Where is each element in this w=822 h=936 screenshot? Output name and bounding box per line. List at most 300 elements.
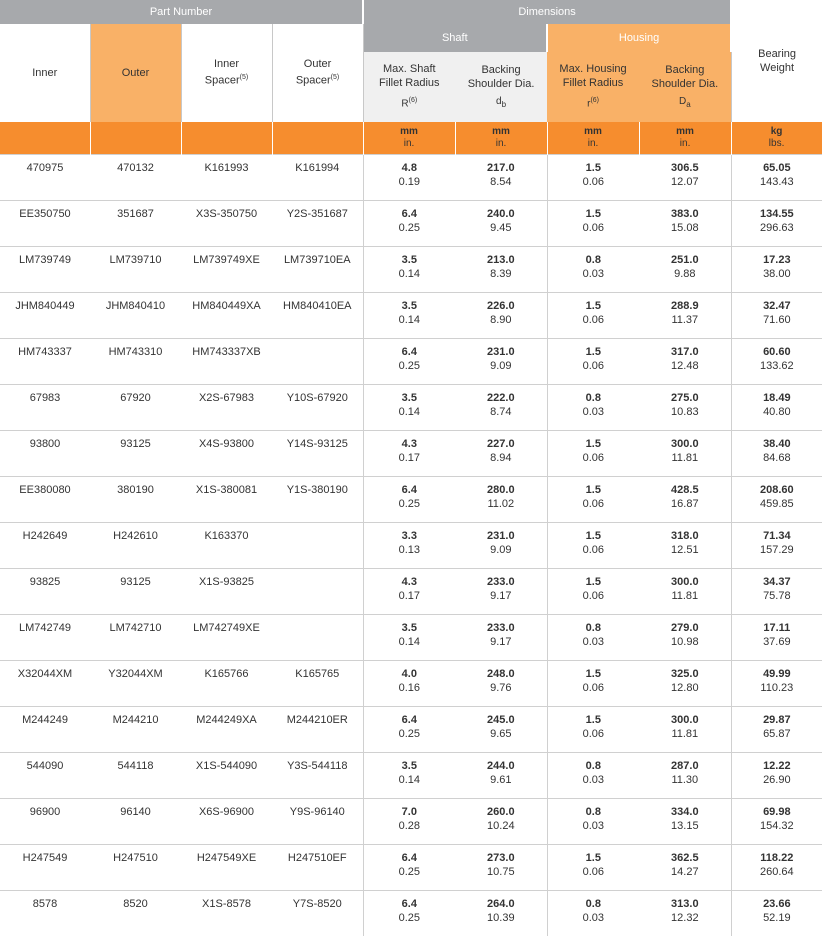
weight-cell: [731, 385, 822, 431]
table-row: [0, 845, 822, 891]
metric-value: 1.5: [548, 851, 640, 865]
metric-value: 248.0: [455, 667, 547, 681]
imperial-value: 12.32: [639, 911, 731, 925]
max-housing-fillet-header: Max. Housing Fillet Radius $r^{(6)}$: [547, 52, 639, 122]
inner-spacer-cell: X2S-67983: [181, 385, 272, 431]
inner-cell: EE380080: [0, 477, 90, 523]
table-row: [0, 477, 822, 523]
housing-backing-cell: [639, 155, 731, 201]
housing-fillet-cell: [547, 753, 639, 799]
weight-cell: [731, 339, 822, 385]
imperial-value: 15.08: [639, 221, 731, 235]
shaft-backing-cell: [455, 845, 547, 891]
metric-value: 4.3: [364, 437, 456, 451]
imperial-value: 0.25: [364, 359, 456, 373]
metric-value: 4.0: [364, 667, 456, 681]
shaft-fillet-cell: [363, 247, 455, 293]
metric-value: 65.05: [732, 161, 822, 175]
housing-fillet-cell: [547, 799, 639, 845]
housing-backing-cell: [639, 799, 731, 845]
housing-backing-cell: [639, 707, 731, 753]
shaft-backing-cell: [455, 891, 547, 936]
inner-cell: 544090: [0, 753, 90, 799]
metric-value: 244.0: [455, 759, 547, 773]
inner-spacer-header: Inner Spacer$^{(5)}$: [181, 24, 272, 122]
imperial-value: 0.06: [548, 543, 640, 557]
imperial-value: 459.85: [732, 497, 822, 511]
inner-cell: X32044XM: [0, 661, 90, 707]
outer-cell: 380190: [90, 477, 181, 523]
shaft-fillet-cell: [363, 891, 455, 936]
imperial-value: 260.64: [732, 865, 822, 879]
metric-value: 118.22: [732, 851, 822, 865]
imperial-value: 0.06: [548, 589, 640, 603]
inner-header: Inner: [0, 24, 90, 122]
imperial-value: 154.32: [732, 819, 822, 833]
imperial-value: 11.81: [639, 589, 731, 603]
outer-spacer-cell: [272, 523, 363, 569]
outer-spacer-cell: K161994: [272, 155, 363, 201]
weight-cell: [731, 247, 822, 293]
housing-backing-cell: [639, 431, 731, 477]
shaft-header: Shaft: [363, 24, 547, 52]
table-row: [0, 891, 822, 936]
metric-value: 240.0: [455, 207, 547, 221]
imperial-value: 11.81: [639, 451, 731, 465]
shaft-backing-cell: [455, 523, 547, 569]
imperial-value: 0.03: [548, 405, 640, 419]
imperial-value: 9.88: [639, 267, 731, 281]
imperial-value: 11.37: [639, 313, 731, 327]
imperial-value: 9.17: [455, 589, 547, 603]
shaft-backing-cell: [455, 293, 547, 339]
inner-cell: 93825: [0, 569, 90, 615]
imperial-value: 52.19: [732, 911, 822, 925]
imperial-value: 0.25: [364, 865, 456, 879]
shaft-fillet-cell: [363, 477, 455, 523]
inner-cell: HM743337: [0, 339, 90, 385]
housing-fillet-cell: [547, 845, 639, 891]
housing-backing-cell: [639, 523, 731, 569]
imperial-value: 11.81: [639, 727, 731, 741]
outer-cell: 544118: [90, 753, 181, 799]
inner-spacer-cell: K161993: [181, 155, 272, 201]
outer-cell: 93125: [90, 431, 181, 477]
inner-spacer-cell: LM739749XE: [181, 247, 272, 293]
imperial-value: 11.30: [639, 773, 731, 787]
imperial-value: 296.63: [732, 221, 822, 235]
table-row: [0, 753, 822, 799]
metric-value: 6.4: [364, 713, 456, 727]
bearing-weight-line2: Weight: [760, 62, 794, 74]
unit-Da: mm in.: [639, 122, 731, 155]
imperial-value: 0.19: [364, 175, 456, 189]
table-row: [0, 431, 822, 477]
shaft-backing-cell: [455, 431, 547, 477]
imperial-value: 0.06: [548, 497, 640, 511]
inner-spacer-cell: H247549XE: [181, 845, 272, 891]
outer-spacer-cell: Y10S-67920: [272, 385, 363, 431]
unit-weight: kg lbs.: [731, 122, 822, 155]
imperial-value: 0.06: [548, 359, 640, 373]
weight-cell: [731, 155, 822, 201]
unit-empty: [90, 122, 181, 155]
imperial-value: 0.25: [364, 727, 456, 741]
imperial-value: 14.27: [639, 865, 731, 879]
metric-value: 1.5: [548, 207, 640, 221]
outer-spacer-cell: Y3S-544118: [272, 753, 363, 799]
inner-spacer-cell: X1S-8578: [181, 891, 272, 936]
imperial-value: 0.03: [548, 635, 640, 649]
imperial-value: 11.02: [455, 497, 547, 511]
weight-cell: [731, 293, 822, 339]
imperial-value: 13.15: [639, 819, 731, 833]
shaft-backing-cell: [455, 799, 547, 845]
inner-cell: M244249: [0, 707, 90, 753]
outer-spacer-cell: [272, 569, 363, 615]
metric-value: 245.0: [455, 713, 547, 727]
metric-value: 17.23: [732, 253, 822, 267]
metric-value: 428.5: [639, 483, 731, 497]
metric-value: 3.5: [364, 253, 456, 267]
outer-header: Outer: [90, 24, 181, 122]
metric-value: 217.0: [455, 161, 547, 175]
outer-spacer-header: Outer Spacer$^{(5)}$: [272, 24, 363, 122]
inner-spacer-cell: HM840449XA: [181, 293, 272, 339]
table-row: [0, 661, 822, 707]
outer-cell: H247510: [90, 845, 181, 891]
metric-value: 38.40: [732, 437, 822, 451]
imperial-value: 8.74: [455, 405, 547, 419]
table-row: [0, 293, 822, 339]
imperial-value: 0.03: [548, 267, 640, 281]
metric-value: 306.5: [639, 161, 731, 175]
outer-spacer-cell: Y7S-8520: [272, 891, 363, 936]
imperial-value: 10.98: [639, 635, 731, 649]
metric-value: 288.9: [639, 299, 731, 313]
imperial-value: 0.25: [364, 497, 456, 511]
imperial-value: 8.94: [455, 451, 547, 465]
housing-fillet-cell: [547, 707, 639, 753]
table-row: [0, 201, 822, 247]
housing-backing-header: Backing Shoulder Dia. $D_a$: [639, 52, 731, 122]
weight-cell: [731, 201, 822, 247]
metric-value: 300.0: [639, 437, 731, 451]
table-row: [0, 799, 822, 845]
inner-spacer-cell: X1S-544090: [181, 753, 272, 799]
imperial-value: 0.14: [364, 405, 456, 419]
inner-spacer-cell: X3S-350750: [181, 201, 272, 247]
imperial-value: 9.45: [455, 221, 547, 235]
imperial-value: 12.80: [639, 681, 731, 695]
metric-value: 273.0: [455, 851, 547, 865]
bearing-weight-header: [731, 0, 822, 122]
imperial-value: 0.03: [548, 819, 640, 833]
imperial-value: 0.06: [548, 175, 640, 189]
imperial-value: 10.83: [639, 405, 731, 419]
metric-value: 313.0: [639, 897, 731, 911]
metric-value: 6.4: [364, 897, 456, 911]
weight-cell: [731, 799, 822, 845]
imperial-value: 8.90: [455, 313, 547, 327]
metric-value: 325.0: [639, 667, 731, 681]
shaft-backing-cell: [455, 247, 547, 293]
imperial-value: 10.75: [455, 865, 547, 879]
housing-backing-cell: [639, 569, 731, 615]
housing-backing-cell: [639, 247, 731, 293]
metric-value: 69.98: [732, 805, 822, 819]
imperial-value: 10.24: [455, 819, 547, 833]
table-row: [0, 523, 822, 569]
metric-value: 3.5: [364, 391, 456, 405]
metric-value: 275.0: [639, 391, 731, 405]
housing-backing-cell: [639, 293, 731, 339]
metric-value: 1.5: [548, 437, 640, 451]
metric-value: 1.5: [548, 299, 640, 313]
metric-value: 0.8: [548, 621, 640, 635]
outer-spacer-cell: K165765: [272, 661, 363, 707]
metric-value: 1.5: [548, 161, 640, 175]
unit-empty: [272, 122, 363, 155]
inner-spacer-cell: X1S-380081: [181, 477, 272, 523]
table-row: [0, 615, 822, 661]
shaft-fillet-cell: [363, 155, 455, 201]
outer-cell: LM739710: [90, 247, 181, 293]
shaft-backing-cell: [455, 569, 547, 615]
imperial-value: 0.25: [364, 911, 456, 925]
metric-value: 0.8: [548, 391, 640, 405]
shaft-backing-cell: [455, 201, 547, 247]
inner-spacer-cell: HM743337XB: [181, 339, 272, 385]
metric-value: 318.0: [639, 529, 731, 543]
imperial-value: 0.03: [548, 911, 640, 925]
metric-value: 279.0: [639, 621, 731, 635]
inner-cell: 93800: [0, 431, 90, 477]
outer-spacer-cell: Y14S-93125: [272, 431, 363, 477]
units-row: [0, 122, 822, 155]
housing-fillet-cell: [547, 201, 639, 247]
outer-spacer-cell: Y1S-380190: [272, 477, 363, 523]
housing-fillet-cell: [547, 155, 639, 201]
weight-cell: [731, 845, 822, 891]
metric-value: 300.0: [639, 575, 731, 589]
metric-value: 233.0: [455, 621, 547, 635]
outer-spacer-cell: Y2S-351687: [272, 201, 363, 247]
imperial-value: 110.23: [732, 681, 822, 695]
metric-value: 300.0: [639, 713, 731, 727]
imperial-value: 0.14: [364, 267, 456, 281]
outer-cell: JHM840410: [90, 293, 181, 339]
outer-spacer-cell: M244210ER: [272, 707, 363, 753]
imperial-value: 10.39: [455, 911, 547, 925]
imperial-value: 12.07: [639, 175, 731, 189]
housing-fillet-cell: [547, 339, 639, 385]
metric-value: 1.5: [548, 345, 640, 359]
metric-value: 334.0: [639, 805, 731, 819]
housing-backing-cell: [639, 753, 731, 799]
shaft-fillet-cell: [363, 431, 455, 477]
metric-value: 362.5: [639, 851, 731, 865]
metric-value: 1.5: [548, 713, 640, 727]
metric-value: 3.5: [364, 759, 456, 773]
metric-value: 6.4: [364, 483, 456, 497]
weight-cell: [731, 615, 822, 661]
imperial-value: 9.65: [455, 727, 547, 741]
imperial-value: 26.90: [732, 773, 822, 787]
outer-spacer-cell: Y9S-96140: [272, 799, 363, 845]
housing-backing-cell: [639, 477, 731, 523]
outer-cell: M244210: [90, 707, 181, 753]
metric-value: 3.3: [364, 529, 456, 543]
metric-value: 1.5: [548, 483, 640, 497]
housing-backing-cell: [639, 661, 731, 707]
inner-cell: H242649: [0, 523, 90, 569]
outer-cell: 93125: [90, 569, 181, 615]
imperial-value: 0.17: [364, 589, 456, 603]
shaft-fillet-cell: [363, 799, 455, 845]
imperial-value: 12.48: [639, 359, 731, 373]
outer-spacer-cell: [272, 339, 363, 385]
imperial-value: 0.06: [548, 681, 640, 695]
shaft-fillet-cell: [363, 615, 455, 661]
table-row: [0, 339, 822, 385]
max-shaft-fillet-header: Max. Shaft Fillet Radius $R^{(6)}$: [363, 52, 455, 122]
metric-value: 6.4: [364, 207, 456, 221]
imperial-value: 157.29: [732, 543, 822, 557]
inner-cell: LM739749: [0, 247, 90, 293]
housing-fillet-cell: [547, 569, 639, 615]
imperial-value: 40.80: [732, 405, 822, 419]
housing-backing-cell: [639, 615, 731, 661]
metric-value: 251.0: [639, 253, 731, 267]
metric-value: 29.87: [732, 713, 822, 727]
inner-cell: EE350750: [0, 201, 90, 247]
metric-value: 1.5: [548, 529, 640, 543]
inner-cell: 470975: [0, 155, 90, 201]
data-rows: [0, 155, 822, 936]
metric-value: 264.0: [455, 897, 547, 911]
outer-cell: H242610: [90, 523, 181, 569]
metric-value: 17.11: [732, 621, 822, 635]
metric-value: 6.4: [364, 851, 456, 865]
housing-fillet-cell: [547, 523, 639, 569]
outer-spacer-cell: HM840410EA: [272, 293, 363, 339]
metric-value: 12.22: [732, 759, 822, 773]
shaft-backing-cell: [455, 385, 547, 431]
metric-value: 4.3: [364, 575, 456, 589]
metric-value: 134.55: [732, 207, 822, 221]
outer-cell: 351687: [90, 201, 181, 247]
shaft-fillet-cell: [363, 339, 455, 385]
table-row: [0, 247, 822, 293]
imperial-value: 9.61: [455, 773, 547, 787]
table-row: [0, 569, 822, 615]
outer-cell: 8520: [90, 891, 181, 936]
metric-value: 287.0: [639, 759, 731, 773]
imperial-value: 75.78: [732, 589, 822, 603]
housing-fillet-cell: [547, 293, 639, 339]
inner-spacer-cell: K165766: [181, 661, 272, 707]
shaft-backing-cell: [455, 155, 547, 201]
shaft-backing-cell: [455, 661, 547, 707]
metric-value: 280.0: [455, 483, 547, 497]
imperial-value: 0.06: [548, 727, 640, 741]
weight-cell: [731, 753, 822, 799]
housing-fillet-cell: [547, 385, 639, 431]
weight-cell: [731, 661, 822, 707]
inner-cell: 8578: [0, 891, 90, 936]
inner-cell: H247549: [0, 845, 90, 891]
metric-value: 0.8: [548, 759, 640, 773]
housing-backing-cell: [639, 339, 731, 385]
shaft-backing-cell: [455, 477, 547, 523]
weight-cell: [731, 891, 822, 936]
imperial-value: 8.39: [455, 267, 547, 281]
inner-spacer-cell: X4S-93800: [181, 431, 272, 477]
metric-value: 231.0: [455, 529, 547, 543]
metric-value: 213.0: [455, 253, 547, 267]
shaft-fillet-cell: [363, 753, 455, 799]
imperial-value: 9.17: [455, 635, 547, 649]
metric-value: 226.0: [455, 299, 547, 313]
outer-cell: 96140: [90, 799, 181, 845]
inner-cell: JHM840449: [0, 293, 90, 339]
shaft-backing-cell: [455, 339, 547, 385]
housing-backing-cell: [639, 845, 731, 891]
outer-cell: HM743310: [90, 339, 181, 385]
weight-cell: [731, 477, 822, 523]
metric-value: 18.49: [732, 391, 822, 405]
outer-spacer-cell: H247510EF: [272, 845, 363, 891]
imperial-value: 133.62: [732, 359, 822, 373]
imperial-value: 0.25: [364, 221, 456, 235]
outer-cell: Y32044XM: [90, 661, 181, 707]
metric-value: 208.60: [732, 483, 822, 497]
metric-value: 7.0: [364, 805, 456, 819]
imperial-value: 16.87: [639, 497, 731, 511]
unit-r: mm in.: [547, 122, 639, 155]
metric-value: 49.99: [732, 667, 822, 681]
weight-cell: [731, 569, 822, 615]
metric-value: 233.0: [455, 575, 547, 589]
imperial-value: 9.76: [455, 681, 547, 695]
weight-cell: [731, 707, 822, 753]
imperial-value: 84.68: [732, 451, 822, 465]
metric-value: 0.8: [548, 897, 640, 911]
table-row: [0, 707, 822, 753]
imperial-value: 0.06: [548, 865, 640, 879]
imperial-value: 71.60: [732, 313, 822, 327]
shaft-backing-cell: [455, 707, 547, 753]
imperial-value: 0.17: [364, 451, 456, 465]
imperial-value: 143.43: [732, 175, 822, 189]
imperial-value: 0.14: [364, 773, 456, 787]
imperial-value: 37.69: [732, 635, 822, 649]
imperial-value: 0.06: [548, 313, 640, 327]
housing-fillet-cell: [547, 477, 639, 523]
table-row: [0, 155, 822, 201]
shaft-backing-cell: [455, 615, 547, 661]
outer-cell: 470132: [90, 155, 181, 201]
shaft-fillet-cell: [363, 385, 455, 431]
metric-value: 3.5: [364, 299, 456, 313]
unit-db: mm in.: [455, 122, 547, 155]
metric-value: 222.0: [455, 391, 547, 405]
dimensions-header: Dimensions: [363, 0, 731, 24]
inner-cell: 96900: [0, 799, 90, 845]
metric-value: 1.5: [548, 575, 640, 589]
metric-value: 383.0: [639, 207, 731, 221]
